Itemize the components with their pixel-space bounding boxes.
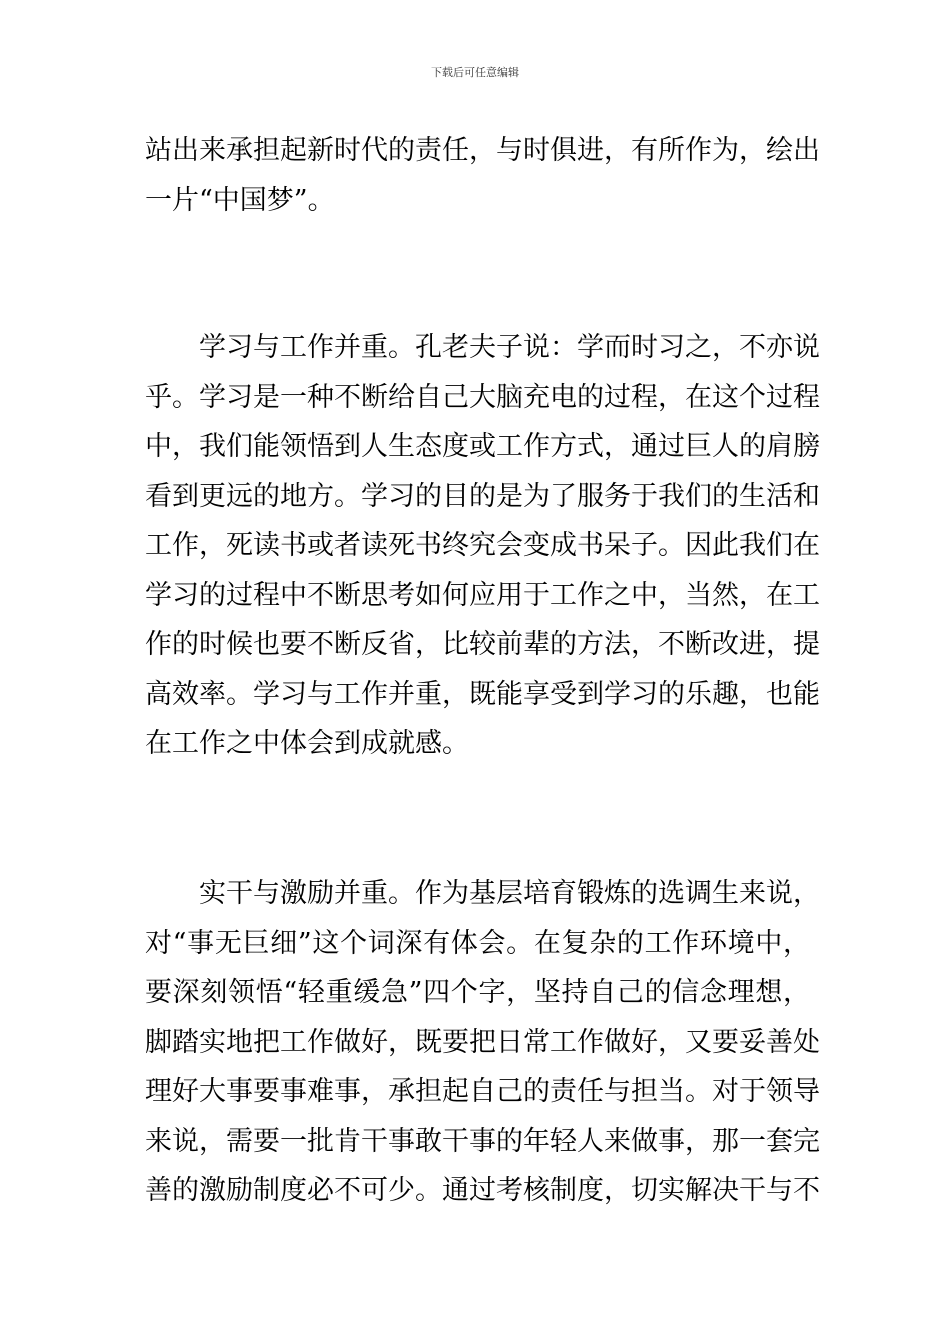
page-header-note: 下载后可任意编辑 [431,66,519,79]
paragraph-line: 学习与工作并重。孔老夫子说：学而时习之，不亦说 [199,332,820,363]
paragraph-continuation [145,126,820,225]
paragraph-line: 实干与激励并重。作为基层培育锻炼的选调生来说， [199,878,820,909]
paragraph-line: 看到更远的地方。学习的目的是为了服务于我们的生活和 [145,480,820,512]
paragraph-line: 脚踏实地把工作做好，既要把日常工作做好，又要妥善处 [145,1026,820,1058]
paragraph-line: 在工作之中体会到成就感。 [145,728,469,759]
paragraph-line: 学习的过程中不断思考如何应用于工作之中，当然，在工 [145,579,820,611]
paragraph-line: 中，我们能领悟到人生态度或工作方式，通过巨人的肩膀 [145,431,820,462]
paragraph-line: 善的激励制度必不可少。通过考核制度，切实解决干与不 [145,1175,820,1206]
paragraph-line: 作的时候也要不断反省，比较前辈的方法，不断改进，提 [145,629,820,660]
paragraph-line: 乎。学习是一种不断给自己大脑充电的过程，在这个过程 [145,381,820,413]
paragraph-line: 要深刻领悟“轻重缓急”四个字，坚持自己的信念理想， [145,977,810,1008]
paragraph-line: 对“事无巨细”这个词深有体会。在复杂的工作环境中， [145,927,810,959]
paragraph-line: 站出来承担起新时代的责任，与时俱进，有所作为，绘出 [145,135,820,166]
paragraph-line: 一片“中国梦”。 [145,184,335,216]
paragraph-line: 理好大事要事难事，承担起自己的责任与担当。对于领导 [145,1076,820,1107]
paragraph-study-and-work [145,323,820,769]
paragraph-practice-and-incentive [145,869,820,1216]
paragraph-line: 工作，死读书或者读死书终究会变成书呆子。因此我们在 [145,530,820,561]
paragraph-line: 来说，需要一批肯干事敢干事的年轻人来做事，那一套完 [145,1125,820,1157]
paragraph-line: 高效率。学习与工作并重，既能享受到学习的乐趣，也能 [145,678,820,710]
